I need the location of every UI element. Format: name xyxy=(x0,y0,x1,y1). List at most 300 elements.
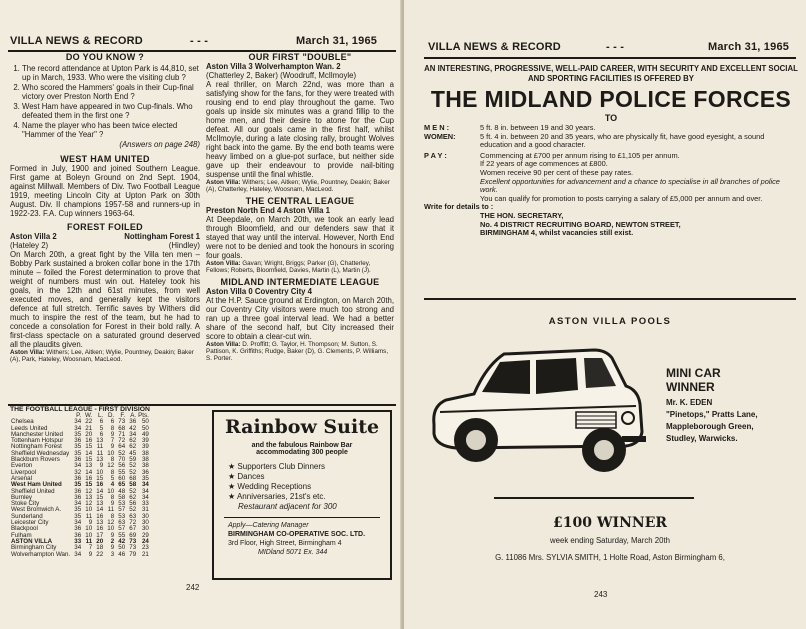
stat-cell: 10 xyxy=(85,506,93,514)
dyk-title: DO YOU KNOW ? xyxy=(65,52,145,62)
team-name: West Ham United xyxy=(11,481,62,489)
left-header-sep xyxy=(190,35,208,47)
rainbow-bullet xyxy=(228,472,390,482)
dyk-list xyxy=(10,64,200,139)
team-name: ASTON VILLA xyxy=(11,537,53,545)
stat-cell: 14 xyxy=(96,487,104,495)
stat-cell: 16 xyxy=(85,474,93,482)
lineup-text: D. Proffitt; G. Taylor, H. Thompson; M. Sutton, S. Pattison, K. Griffiths; Rudge, Baker (D), G. Clements, P. Williams, S. Porter. xyxy=(206,340,389,363)
stat-cell: 34 xyxy=(129,430,137,438)
stat-cell: 12 xyxy=(85,487,93,495)
foiled-scorers-home: (Hateley 2) xyxy=(10,241,49,250)
pools-title: ASTON VILLA POOLS xyxy=(548,316,672,327)
women-text: 5 ft. 4 in. between 20 and 35 years, who are physically fit, have good eyesight, a sound education and a good character. xyxy=(480,131,765,150)
stat-cell: 34 xyxy=(74,462,82,470)
bullet-text: Dances xyxy=(237,472,265,481)
league-body xyxy=(10,419,150,558)
police-address xyxy=(424,212,798,238)
stat-cell: 16 xyxy=(96,512,104,520)
stat-cell: 16 xyxy=(96,481,104,489)
stat-cell: 42 xyxy=(129,424,137,432)
double-scorers: (Chatterley 2, Baker) (Woodruff, McIlmoyle) xyxy=(206,71,357,80)
stat-cell: 10 xyxy=(107,487,115,495)
stat-cell: 23 xyxy=(141,544,149,552)
stat-cell: 35 xyxy=(74,506,82,514)
team-name: Arsenal xyxy=(11,474,32,482)
star-icon: ★ xyxy=(228,492,237,501)
team-name: Manchester United xyxy=(11,430,63,438)
stat-cell: 20 xyxy=(85,430,93,438)
col-header: W. xyxy=(84,412,93,419)
stat-cell: 45 xyxy=(129,449,137,457)
stat-cell: 33 xyxy=(141,500,149,508)
stat-cell: 12 xyxy=(107,462,115,470)
stat-cell: 11 xyxy=(96,443,104,451)
police-details xyxy=(424,124,798,238)
pay-line: Commencing at £700 per annum rising to £1,105 per annum. xyxy=(480,150,680,160)
stat-cell: 36 xyxy=(74,493,82,501)
stat-cell: 57 xyxy=(118,506,126,514)
police-excellent: Excellent opportunities for advancement and a chance to specialise in all branches of police work. xyxy=(480,176,780,195)
team-name: Tottenham Hotspur xyxy=(11,437,64,445)
stat-cell: 34 xyxy=(74,424,82,432)
col-header: A. xyxy=(130,412,137,419)
stat-cell: 13 xyxy=(96,437,104,445)
stat-cell: 34 xyxy=(141,481,149,489)
page-number: 243 xyxy=(594,590,608,599)
stat-cell: 14 xyxy=(85,468,93,476)
bullet-text: Anniversaries, 21st's etc. xyxy=(236,492,326,501)
address-line: No. 4 DISTRICT RECRUITING BOARD, NEWTON STREET, xyxy=(480,219,681,229)
stat-cell: 11 xyxy=(85,512,93,520)
league-title: THE FOOTBALL LEAGUE - FIRST DIVISION xyxy=(10,406,150,413)
stat-cell: 38 xyxy=(141,462,149,470)
stat-cell: 73 xyxy=(129,537,137,545)
foiled-scorers-away: (Hindley) xyxy=(168,241,200,250)
lineup-label: Aston Villa: xyxy=(206,179,241,186)
stat-cell: 16 xyxy=(85,437,93,445)
stat-cell: 36 xyxy=(74,474,82,482)
dyk-answers: (Answers on page 248) xyxy=(119,140,200,149)
stat-cell: 42 xyxy=(118,537,126,545)
stat-cell: 58 xyxy=(118,493,126,501)
stat-cell: 33 xyxy=(74,537,82,545)
stat-cell: 8 xyxy=(110,424,115,432)
dyk-item: 4. Name the player who has been twice elected "Hammer of the Year" ? xyxy=(22,121,200,139)
stat-cell: 8 xyxy=(110,493,115,501)
stat-cell: 5 xyxy=(99,424,104,432)
section-rule xyxy=(424,298,796,300)
pay-line: Women receive 90 per cent of these pay rates. xyxy=(480,167,634,177)
stat-cell: 56 xyxy=(118,462,126,470)
stat-cell: 9 xyxy=(99,462,104,470)
stat-cell: 13 xyxy=(85,493,93,501)
foiled-scorers xyxy=(10,241,200,250)
stat-cell: 49 xyxy=(141,430,149,438)
westham-title: WEST HAM UNITED xyxy=(60,154,150,164)
mini-car-image xyxy=(426,336,654,486)
police-to: TO xyxy=(604,113,618,123)
central-title: THE CENTRAL LEAGUE xyxy=(245,195,355,206)
prize-line: G. 11086 Mrs. SYLVIA SMITH, 1 Holte Road, Aston Birmingham 6, xyxy=(495,553,725,562)
stat-cell: 31 xyxy=(141,506,149,514)
stat-cell: 30 xyxy=(141,519,149,527)
stat-cell: 72 xyxy=(129,519,137,527)
lineup-text: Withers; Lee, Aitken; Wylie, Pountney, Deakin; Baker (A), Park, Hateley, Woosnam, MacLeod. xyxy=(10,349,194,364)
rainbow-sub1: and the fabulous Rainbow Bar xyxy=(251,442,353,449)
winner-line: "Pinetops," Pratts Lane, xyxy=(666,410,758,419)
col-header: P. xyxy=(76,412,82,419)
team-name: Blackburn Rovers xyxy=(11,456,60,464)
stat-cell: 38 xyxy=(141,456,149,464)
stat-cell: 34 xyxy=(141,487,149,495)
team-name: Sheffield Wednesday xyxy=(11,449,70,457)
women-label: WOMEN: xyxy=(424,131,456,141)
men-text: 5 ft. 8 in. between 19 and 30 years. xyxy=(480,123,596,132)
stat-cell: 64 xyxy=(118,443,126,451)
dyk-item: 3. West Ham have appeared in two Cup-finals. Who defeated them in the first one ? xyxy=(22,102,200,120)
pools-rule xyxy=(494,497,694,499)
stat-cell: 36 xyxy=(74,437,82,445)
stat-cell: 35 xyxy=(74,481,82,489)
stat-cell: 13 xyxy=(96,456,104,464)
stat-cell: 13 xyxy=(96,500,104,508)
stat-cell: 50 xyxy=(141,418,149,426)
stat-cell: 12 xyxy=(85,500,93,508)
foiled-home: Aston Villa 2 xyxy=(10,232,57,241)
rainbow-society: BIRMINGHAM CO-OPERATIVE SOC. LTD. xyxy=(228,531,366,538)
col-header: L. xyxy=(97,412,104,419)
lineup-label: Aston Villa: xyxy=(10,349,45,356)
stat-cell: 36 xyxy=(74,487,82,495)
westham-body: Formed in July, 1900 and joined Southern League. First game at Boleyn Ground on 2nd Sept. 1904, against Millwall. Members of Div. Two Football League 1919, meeting Lincoln City at Upton Park on 30th August. Div. II champions 1957-58 and runners-up in 1922-23. F.A. Cup winners 1963-64. xyxy=(10,164,200,218)
stat-cell: 9 xyxy=(110,443,115,451)
central-score: Preston North End 4 Aston Villa 1 xyxy=(206,205,330,215)
stat-cell: 9 xyxy=(110,544,115,552)
team-name: Leeds United xyxy=(11,424,48,432)
stat-cell: 52 xyxy=(129,487,137,495)
stat-cell: 22 xyxy=(96,550,104,558)
stat-cell: 35 xyxy=(74,512,82,520)
stat-cell: 69 xyxy=(129,531,137,539)
midland-lineup xyxy=(206,341,394,363)
stat-cell: 35 xyxy=(141,474,149,482)
central-lineup xyxy=(206,260,394,275)
address-line: BIRMINGHAM 4, whilst vacancies still exist. xyxy=(480,228,634,238)
stat-cell: 50 xyxy=(118,544,126,552)
stat-cell: 30 xyxy=(141,525,149,533)
pay-lines xyxy=(480,152,798,204)
stat-cell: 5 xyxy=(110,474,115,482)
stat-cell: 34 xyxy=(74,500,82,508)
stat-cell: 68 xyxy=(118,424,126,432)
dyk-item: 1. The record attendance at Upton Park is 44,810, set up in March, 1933. Who were the visiting club ? xyxy=(22,64,200,82)
stat-cell: 65 xyxy=(118,481,126,489)
stat-cell: 24 xyxy=(141,537,149,545)
stat-cell: 9 xyxy=(88,550,93,558)
stat-cell: 11 xyxy=(96,449,104,457)
stat-cell: 15 xyxy=(85,481,93,489)
league-row xyxy=(10,552,150,558)
double-body: A real thriller, on March 22nd, was more than a satisfying show for the fans, for they were treated with rousing end to end play throughout the game. Two goals up inside six minutes was a grand fillip to the home men, and their desire to atone for the Cup defeat. All our goals came in the first half, whilst McIlmoyle, during a late closing rally, brought Wolves right back into the game. By the end both teams were heavy limbed on a glue-pot surface, but neither side gave up their endeavour to provide nail-biting suspense until the final whistle. xyxy=(206,80,394,179)
stat-cell: 10 xyxy=(85,525,93,533)
stat-cell: 34 xyxy=(74,519,82,527)
team-name: Sheffield United xyxy=(11,487,55,495)
double-title: OUR FIRST "DOUBLE" xyxy=(248,52,352,62)
stat-cell: 53 xyxy=(118,512,126,520)
stat-cell: 9 xyxy=(110,430,115,438)
stat-cell: 13 xyxy=(96,519,104,527)
police-write: Write for details to : xyxy=(424,202,494,212)
star-icon: ★ xyxy=(228,472,238,481)
pay-label: P A Y : xyxy=(424,150,447,160)
stat-cell: 11 xyxy=(85,537,93,545)
left-column-2 xyxy=(206,53,394,363)
stat-cell: 10 xyxy=(107,449,115,457)
stat-cell: 7 xyxy=(88,544,93,552)
stat-cell: 73 xyxy=(118,418,126,426)
police-intro: AN INTERESTING, PROGRESSIVE, WELL-PAID CAREER, WITH SECURITY AND EXCELLENT SOCIAL AND SPORTING FACILITIES IS OFFERED BY xyxy=(424,64,798,83)
league-table-block xyxy=(10,406,206,558)
rainbow-restaurant: Restaurant adjacent for 300 xyxy=(238,502,337,511)
team-name: Blackpool xyxy=(11,525,38,533)
star-icon: ★ xyxy=(228,482,238,491)
stat-cell: 72 xyxy=(118,437,126,445)
stat-cell: 3 xyxy=(110,550,115,558)
men-label: M E N : xyxy=(424,123,450,132)
stat-cell: 56 xyxy=(129,500,137,508)
stat-cell: 13 xyxy=(85,462,93,470)
col-header: D. xyxy=(107,412,115,419)
rainbow-bullet xyxy=(228,492,390,502)
foiled-body: On March 20th, a great fight by the Villa ten men – Bobby Park sustained a broken collar bone in the 17th minute – foiled the Forest determination to prove that weight of numbers must win out. Hateley took his goals, in the 12th and 61st minutes, from well executed moves, and generally kept the visitors defence at full stretch. Terrific saves by Withers did much to inspire the rest of the team, but he had to concede a consolation for Forest in their bold rally. A first-class spectacle on a saturated ground deserved all the plaudits given. xyxy=(10,250,200,349)
lineup-label: Aston Villa: xyxy=(206,340,241,348)
rainbow-bullets xyxy=(228,462,390,512)
stat-cell: 7 xyxy=(110,437,115,445)
stat-cell: 6 xyxy=(110,418,115,426)
stat-cell: 53 xyxy=(118,500,126,508)
stat-cell: 34 xyxy=(74,550,82,558)
prize-week: week ending Saturday, March 20th xyxy=(550,536,670,545)
stat-cell: 2 xyxy=(110,537,115,545)
left-header-date: March 31, 1965 xyxy=(296,35,378,47)
stat-cell: 22 xyxy=(85,418,93,426)
team-name: Fulham xyxy=(11,531,32,539)
stat-cell: 6 xyxy=(99,430,104,438)
right-header-date: March 31, 1965 xyxy=(708,41,790,53)
team-name: Everton xyxy=(11,462,33,470)
header-sep: - - - xyxy=(190,35,209,47)
stat-cell: 8 xyxy=(110,468,115,476)
team-name: West Bromwich A. xyxy=(11,506,62,514)
rainbow-contact xyxy=(228,521,390,557)
stat-cell: 15 xyxy=(96,474,104,482)
stat-cell: 55 xyxy=(118,468,126,476)
rainbow-bullet xyxy=(228,462,390,472)
foiled-title: FOREST FOILED xyxy=(67,222,143,232)
col-header: Pts. xyxy=(138,412,149,419)
stat-cell: 8 xyxy=(110,456,115,464)
stat-cell: 58 xyxy=(129,481,137,489)
lineup-label: Aston Villa: xyxy=(206,259,241,267)
team-name: Wolverhampton Wan. xyxy=(11,550,71,558)
stat-cell: 50 xyxy=(141,424,149,432)
left-column-1 xyxy=(10,53,200,364)
police-women xyxy=(424,133,798,150)
stat-cell: 17 xyxy=(96,531,104,539)
foiled-lineup xyxy=(10,349,200,364)
col-header: F. xyxy=(120,412,126,419)
stat-cell: 34 xyxy=(74,418,82,426)
stat-cell: 35 xyxy=(74,449,82,457)
stat-cell: 55 xyxy=(118,531,126,539)
stat-cell: 38 xyxy=(141,449,149,457)
stat-cell: 73 xyxy=(129,544,137,552)
stat-cell: 16 xyxy=(96,525,104,533)
stat-cell: 62 xyxy=(129,443,137,451)
stat-cell: 71 xyxy=(118,430,126,438)
stat-cell: 35 xyxy=(74,443,82,451)
police-title: THE MIDLAND POLICE FORCES xyxy=(430,86,792,112)
stat-cell: 52 xyxy=(129,506,137,514)
lineup-text: Withers; Lee, Aitken; Wylie, Pountney, Deakin; Baker (A), Chatterley, Hateley, Woosnam, MacLeod. xyxy=(206,179,390,194)
stat-cell: 48 xyxy=(118,487,126,495)
police-ad xyxy=(424,64,798,238)
stat-cell: 62 xyxy=(129,493,137,501)
left-page xyxy=(0,0,402,629)
team-name: Stoke City xyxy=(11,500,40,508)
address-line: THE HON. SECRETARY, xyxy=(480,210,564,220)
stat-cell: 18 xyxy=(96,544,104,552)
midland-body: At the H.P. Sauce ground at Erdington, on March 20th, our Coventry City visitors were much too strong and ran up a three goal interval lead. We had a better share of the second half, but City increased their score to obtain a clear-cut win. xyxy=(206,295,394,341)
midland-title: MIDLAND INTERMEDIATE LEAGUE xyxy=(220,276,380,287)
stat-cell: 6 xyxy=(99,418,104,426)
left-header xyxy=(10,35,143,47)
central-body: At Deepdale, on March 20th, we took an early lead through Bloomfield, and our defenders saw that it stayed that way until the interval. However, North End were not to be denied and took the honours in scoring four goals. xyxy=(206,214,394,260)
double-lineup xyxy=(206,179,394,194)
rainbow-title: Rainbow Suite xyxy=(224,416,380,438)
stat-cell: 9 xyxy=(88,519,93,527)
stat-cell: 63 xyxy=(118,519,126,527)
right-page xyxy=(404,0,806,629)
stat-cell: 12 xyxy=(107,519,115,527)
stat-cell: 32 xyxy=(74,468,82,476)
stat-cell: 35 xyxy=(74,430,82,438)
team-name: Burnley xyxy=(11,493,32,501)
rainbow-apply: Apply—Catering Manager xyxy=(228,522,309,529)
winner-line: Mappleborough Green, xyxy=(666,422,754,431)
bullet-text: Supporters Club Dinners xyxy=(237,462,326,471)
stat-cell: 11 xyxy=(107,506,115,514)
stat-cell: 36 xyxy=(74,456,82,464)
stat-cell: 4 xyxy=(110,481,115,489)
team-name: Sunderland xyxy=(11,512,43,520)
bullet-text: Wedding Receptions xyxy=(237,482,312,491)
stat-cell: 52 xyxy=(129,468,137,476)
stat-cell: 36 xyxy=(129,418,137,426)
stat-cell: 8 xyxy=(110,512,115,520)
stat-cell: 15 xyxy=(85,456,93,464)
rainbow-phone: MIDland 5071 Ex. 344 xyxy=(258,549,328,556)
dyk-item: 2. Who scored the Hammers' goals in their Cup-final victory over Preston North End ? xyxy=(22,83,200,101)
stat-cell: 10 xyxy=(107,525,115,533)
stat-cell: 21 xyxy=(141,550,149,558)
stat-cell: 62 xyxy=(129,437,137,445)
team-name: Liverpool xyxy=(11,468,37,476)
stat-cell: 39 xyxy=(141,437,149,445)
stat-cell: 57 xyxy=(118,525,126,533)
star-icon: ★ xyxy=(228,462,238,471)
rainbow-ad xyxy=(212,410,392,580)
header-rule xyxy=(424,57,796,59)
right-header-sep: - - - xyxy=(606,41,625,53)
car-title-1: MINI CAR xyxy=(666,366,721,380)
stat-cell: 14 xyxy=(96,506,104,514)
foiled-away: Nottingham Forest 1 xyxy=(124,232,200,241)
foiled-score xyxy=(10,232,200,241)
stat-cell: 9 xyxy=(110,531,115,539)
stat-cell: 63 xyxy=(129,512,137,520)
stat-cell: 34 xyxy=(141,493,149,501)
lineup-text: Gavan; Wright, Briggs; Parker (G), Chatterley, Fellows; Roberts, Bloomfield, Davies, Martin (L), Martin (J). xyxy=(206,259,371,275)
stat-cell: 39 xyxy=(141,443,149,451)
page-number: 242 xyxy=(186,583,200,592)
stat-cell: 21 xyxy=(85,424,93,432)
car-title-2: WINNER xyxy=(666,380,715,394)
stat-cell: 67 xyxy=(129,525,137,533)
stat-cell: 70 xyxy=(118,456,126,464)
stat-cell: 68 xyxy=(129,474,137,482)
car-winner-details xyxy=(666,397,796,445)
stat-cell: 36 xyxy=(74,525,82,533)
midland-score: Aston Villa 0 Coventry City 4 xyxy=(206,286,313,296)
stat-cell: 79 xyxy=(129,550,137,558)
team-name: Nottingham Forest xyxy=(11,443,62,451)
rainbow-bullet xyxy=(228,482,390,492)
stat-cell: 29 xyxy=(141,531,149,539)
stat-cell: 59 xyxy=(129,456,137,464)
winner-line: Mr. K. EDEN xyxy=(666,398,713,407)
car-winner-block xyxy=(666,366,796,445)
double-score: Aston Villa 3 Wolverhampton Wan. 2 xyxy=(206,62,341,71)
stat-cell: 20 xyxy=(96,537,104,545)
stat-cell: 52 xyxy=(129,462,137,470)
stat-cell: 10 xyxy=(96,468,104,476)
stat-cell: 34 xyxy=(74,544,82,552)
pay-line: If 22 years of age commences at £800. xyxy=(480,159,608,169)
stat-cell: 46 xyxy=(118,550,126,558)
team-name: Leicester City xyxy=(11,519,49,527)
team-name: Chelsea xyxy=(11,418,34,426)
stat-cell: 36 xyxy=(141,468,149,476)
stat-cell: 36 xyxy=(74,531,82,539)
stat-cell: 30 xyxy=(141,512,149,520)
stat-cell: 10 xyxy=(85,531,93,539)
team-name: Birmingham City xyxy=(11,544,57,552)
winner-line: Studley, Warwicks. xyxy=(666,434,738,443)
stat-cell: 15 xyxy=(96,493,104,501)
police-qualify: You can qualify for promotion to posts carrying a salary of £5,000 per annum and over. xyxy=(480,193,763,203)
rainbow-address: 3rd Floor, High Street, Birmingham 4 xyxy=(228,540,342,547)
header-title: VILLA NEWS & RECORD xyxy=(10,35,143,47)
police-pay xyxy=(424,152,798,204)
right-header-title: VILLA NEWS & RECORD xyxy=(428,41,561,53)
stat-cell: 52 xyxy=(118,449,126,457)
stat-cell: 15 xyxy=(85,443,93,451)
stat-cell: 9 xyxy=(110,500,115,508)
league-table xyxy=(10,413,150,558)
prize-title: £100 WINNER xyxy=(552,515,667,531)
